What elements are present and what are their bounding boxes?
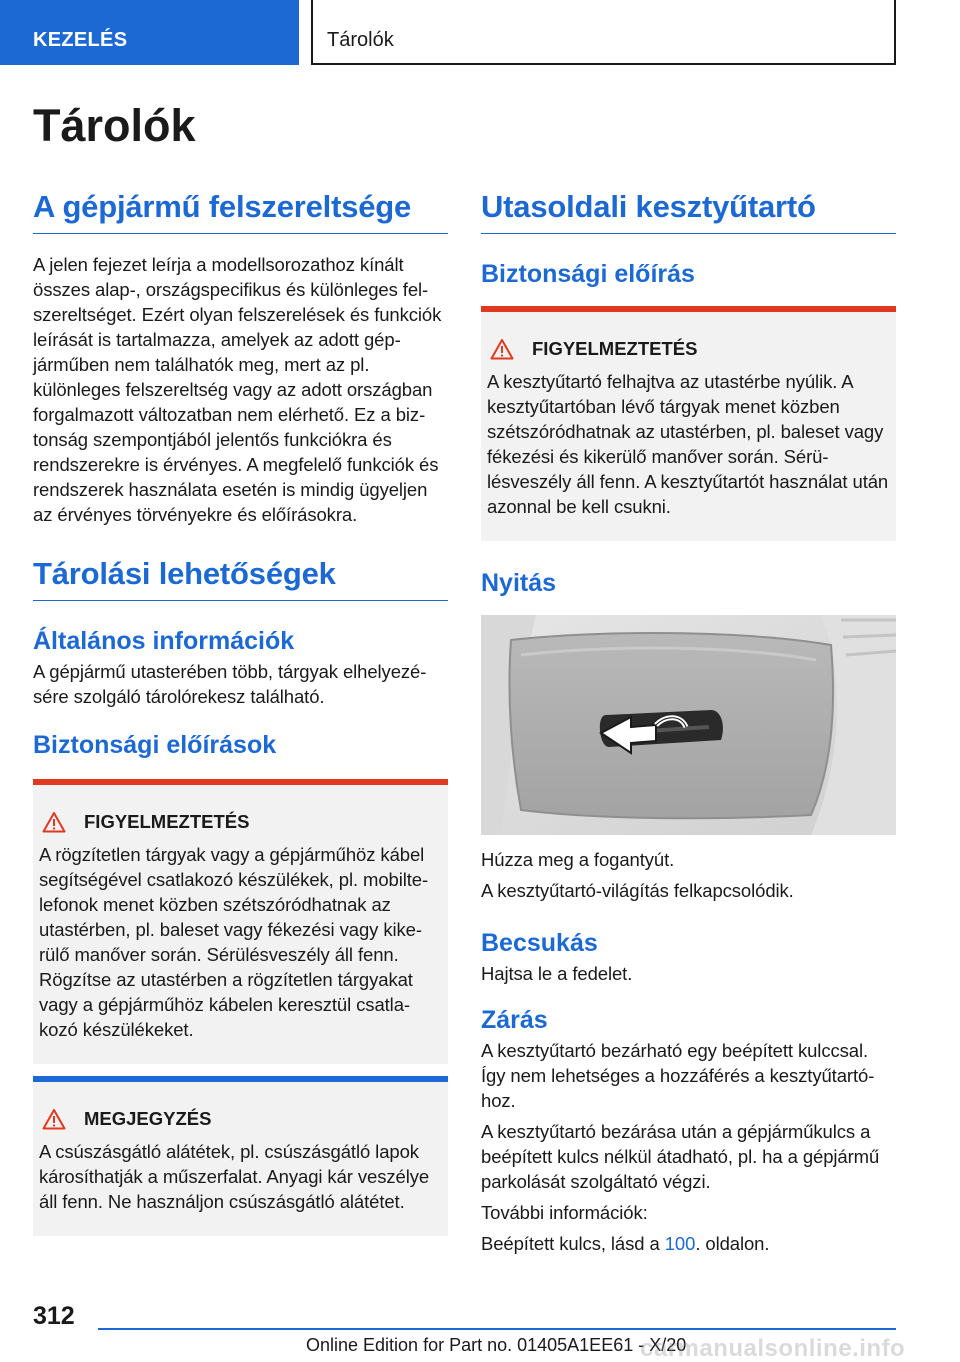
warning-header (39, 809, 441, 834)
heading-locking: Zárás (481, 1006, 548, 1034)
topic-tab (311, 0, 896, 65)
note-box (33, 1076, 448, 1236)
watermark: carmanualsonline.info (640, 1335, 906, 1362)
paragraph-equipment: A jelen fejezet leírja a modellsorozathoz kínált összes alap-, országspecifikus és különleges felszereltséget. Ezért olyan felszerelések és funkciók leírását is tartalmazza, amelyek az adott gépjárműben nem találhatók meg, mert az pl. különleges felszereltség vagy az adott országban forgalmazott változatban nem elérhető. Ez a biztonság szempontjából jelentős funkciókra és rendszerekre is érvényes. A megfelelő funkciók és rendszerek használata esetén is mindig ügyeljen az érvényes törvényekre és előírásokra. (33, 254, 442, 525)
paragraph-open-light: A kesztyűtartó-világítás felkapcsolódik. (481, 880, 794, 901)
left-column (33, 188, 448, 1236)
warning-title: FIGYELMEZTETÉS (84, 811, 250, 832)
paragraph-locking-4 (481, 1231, 896, 1256)
heading-general-info: Általános információk (33, 627, 295, 655)
warning-triangle-icon (42, 1108, 66, 1130)
warning-text: A rögzítetlen tárgyak vagy a gépjárműhöz kábel segítségével csatlakozó készülékek, pl. mobiltelefonok menet közben szétszóródhatnak az utastérben, pl. baleset vagy fékezési vagy kikerülő manőver során. Sérülésveszély áll fenn. Rögzítse az utastérben a rögzítetlen tárgyakat vagy a gépjárműhöz kábelen keresztül csatlakozó készülékeket. (39, 844, 429, 1040)
edition-text: Online Edition for Part no. 01405A1EE61 - X/20 (306, 1335, 687, 1355)
reference-suffix: . oldalon. (695, 1233, 770, 1254)
heading-equipment: A gépjármű felszereltsége (33, 188, 448, 234)
page-title: Tárolók (33, 100, 196, 151)
page-number: 312 (33, 1302, 75, 1330)
warning-box (33, 779, 448, 1064)
glovebox-warning-title: FIGYELMEZTETÉS (532, 338, 698, 359)
note-header (39, 1106, 441, 1131)
footer-divider (98, 1328, 896, 1330)
note-text: A csúszásgátló alátétek, pl. csúszásgátló lapok károsíthatják a műszerfalat. Anyagi kár veszélye áll fenn. Ne használjon csúszásgátló alátétet. (39, 1141, 430, 1212)
heading-storage: Tárolási lehetőségek (33, 555, 448, 601)
reference-prefix: Beépített kulcs, lásd a (481, 1233, 665, 1254)
paragraph-locking-2: A kesztyűtartó bezárása után a gépjárműkulcs a beépített kulcs nélkül átadható, pl. ha a gépjármű parkolását szolgáltató végzi. (481, 1121, 880, 1192)
topic-label: Tárolók (327, 29, 394, 51)
heading-safety-rule: Biztonsági előírás (481, 260, 695, 288)
heading-safety-rules: Biztonsági előírások (33, 731, 277, 759)
paragraph-general-info: A gépjármű utasterében több, tárgyak elhelyezésére szolgáló tárolórekesz található. (33, 661, 427, 707)
glovebox-warning-box (481, 306, 896, 541)
note-title: MEGJEGYZÉS (84, 1108, 212, 1129)
warning-triangle-icon (42, 811, 66, 833)
section-label: KEZELÉS (33, 29, 128, 51)
page-reference-link[interactable]: 100 (664, 1233, 696, 1254)
paragraph-locking-1: A kesztyűtartó bezárható egy beépített kulccsal. Így nem lehetséges a hozzáférés a kesztyűtartóhoz. (481, 1040, 875, 1111)
paragraph-open-handle: Húzza meg a fogantyút. (481, 849, 675, 870)
glovebox-warning-header (487, 336, 889, 361)
heading-closing: Becsukás (481, 929, 598, 957)
right-column (481, 188, 896, 1256)
section-tab (0, 0, 299, 65)
glovebox-handle-photo (481, 615, 896, 835)
paragraph-locking-3: További információk: (481, 1202, 648, 1223)
warning-triangle-icon (490, 338, 514, 360)
glovebox-warning-text: A kesztyűtartó felhajtva az utastérbe nyúlik. A kesztyűtartóban lévő tárgyak menet közben szétszóródhatnak az utastérben, pl. baleset vagy fékezési és kikerülő manőver során. Sérülésveszély áll fenn. A kesztyűtartót használat után azonnal be kell csukni. (487, 371, 889, 517)
heading-glovebox: Utasoldali kesztyűtartó (481, 188, 896, 234)
paragraph-closing: Hajtsa le a fedelet. (481, 963, 633, 984)
heading-opening: Nyitás (481, 569, 557, 597)
